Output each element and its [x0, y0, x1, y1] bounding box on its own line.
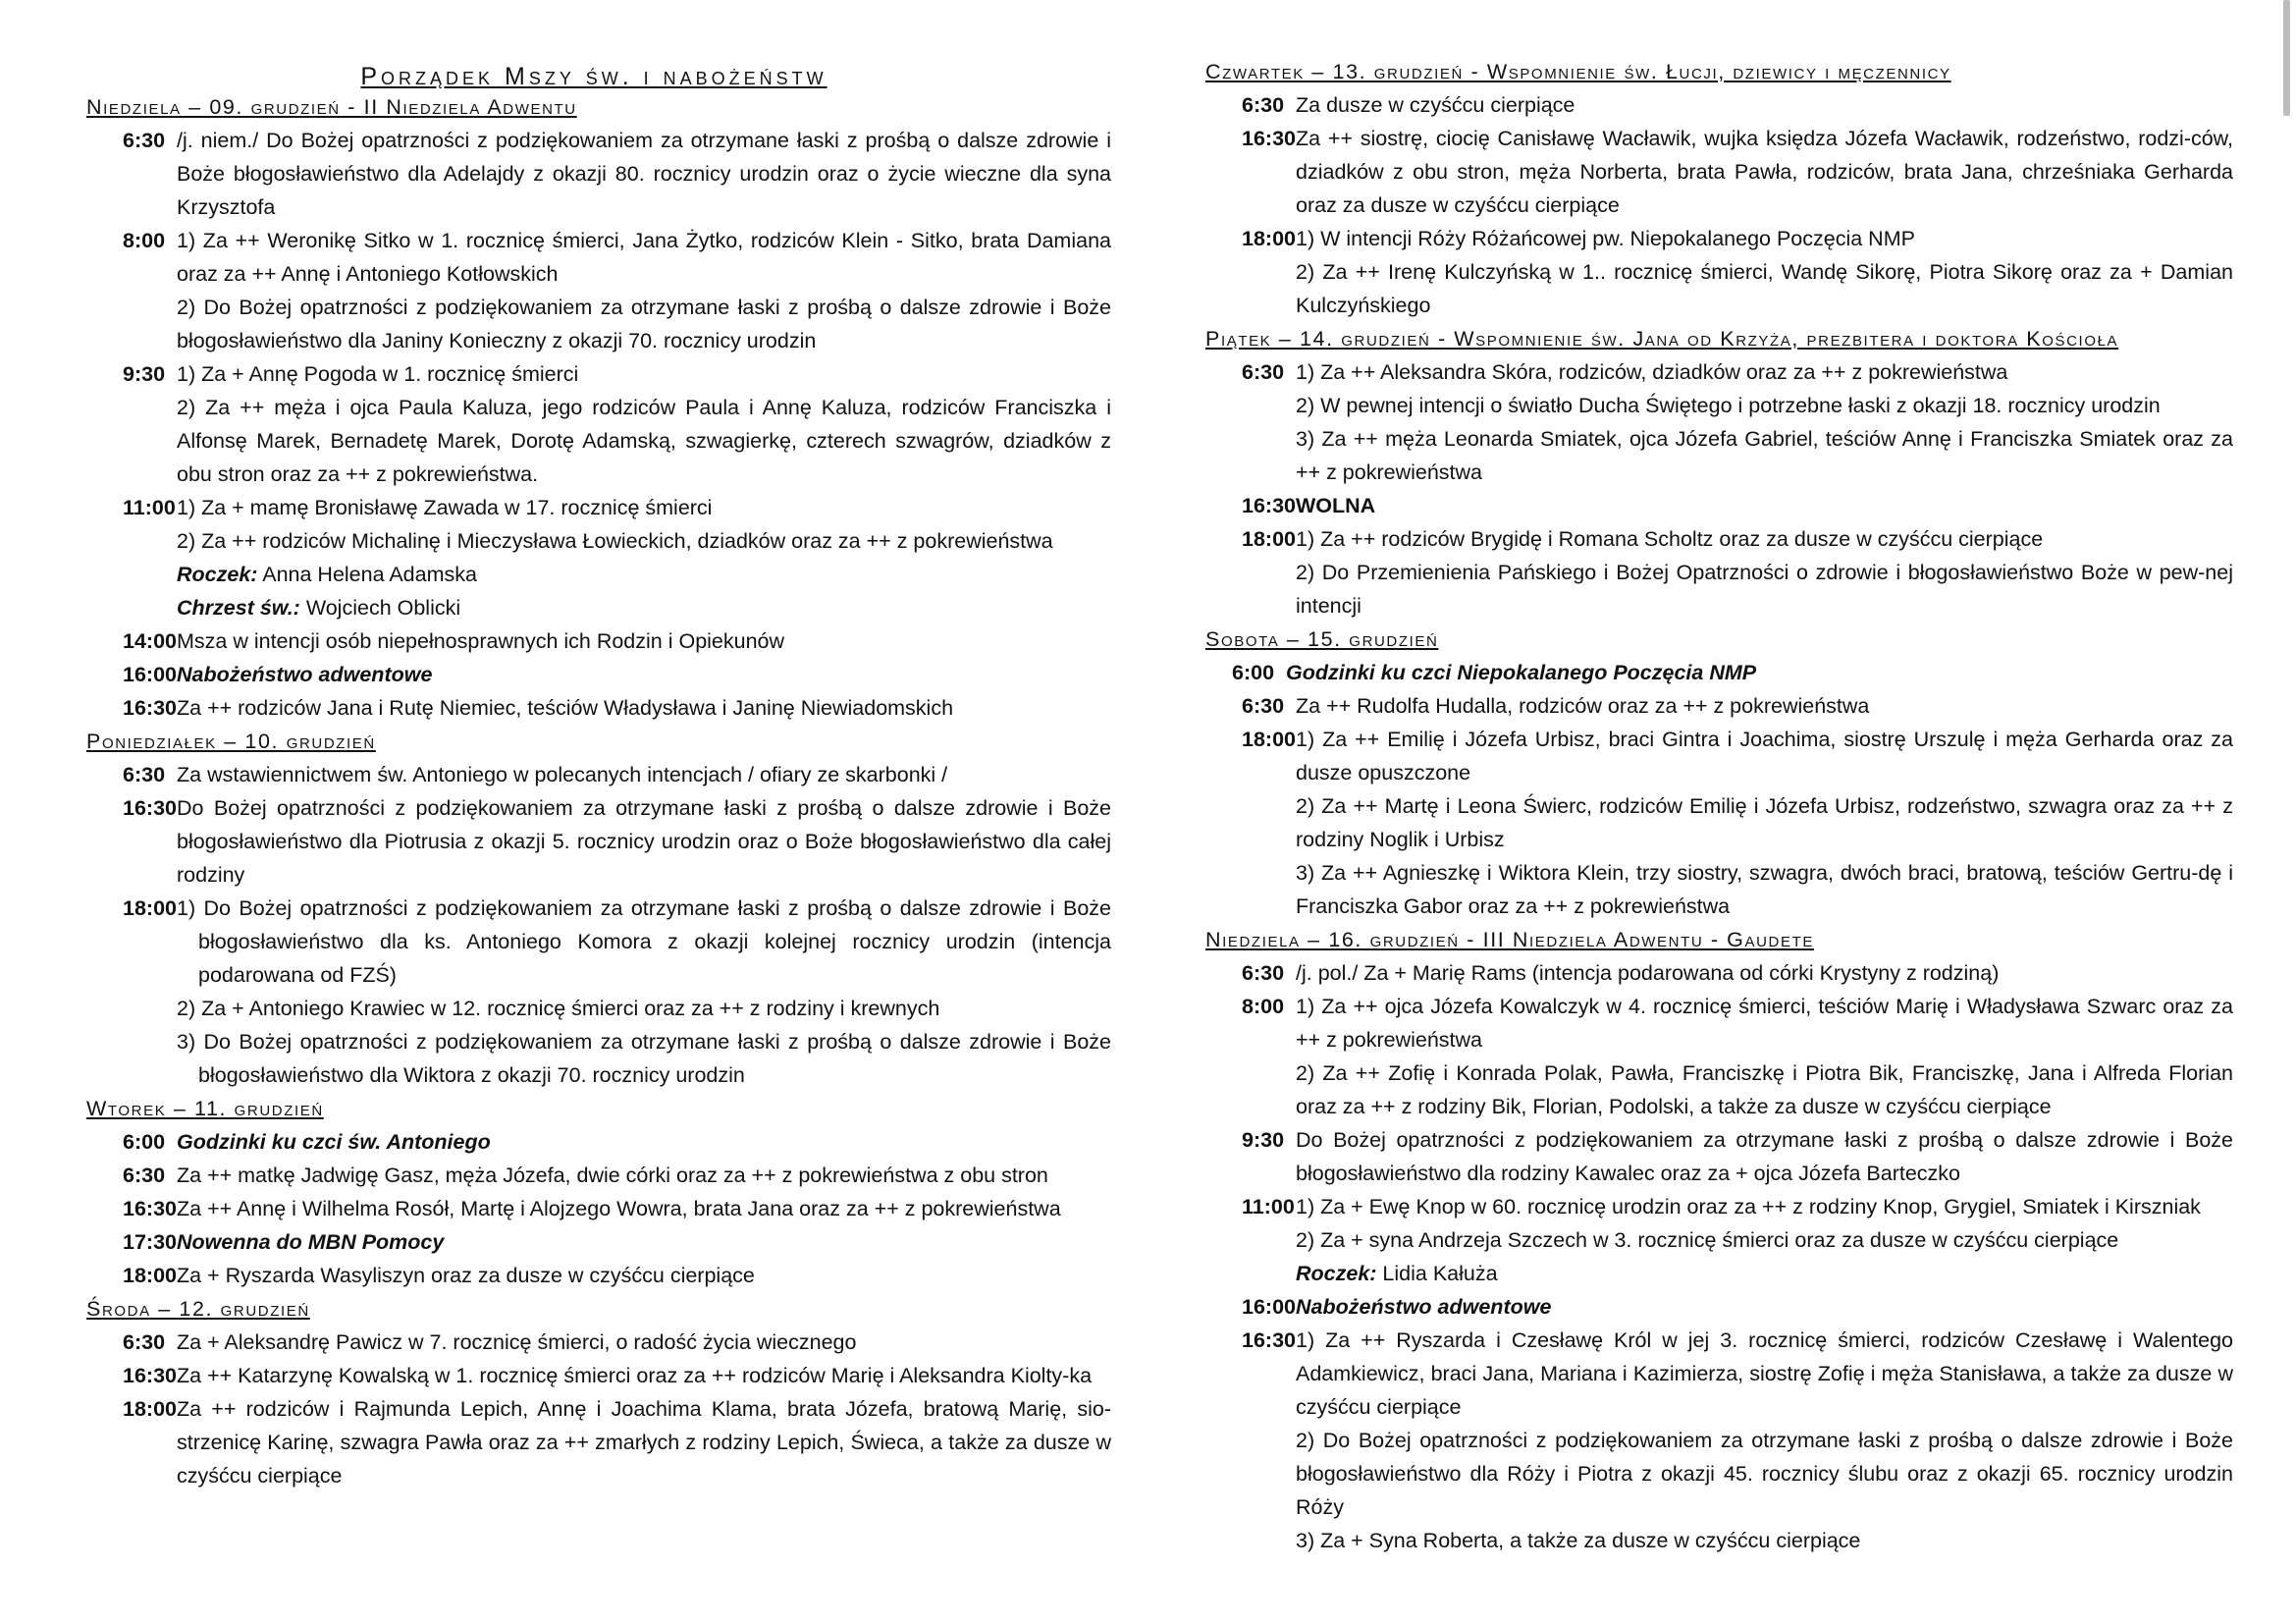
- intention-item: 2) Do Bożej opatrzności z podziękowaniem za otrzymane łaski z prośbą o dalsze zdrowie i Boże błogosławieństwo dla Janiny Konieczny z okazji 70. rocznicy urodzin: [177, 296, 1111, 352]
- intention-content: [1296, 88, 2233, 122]
- day-heading: Czwartek – 13. grudzień - Wspomnienie św. Łucji, dziewicy i męczennicy: [1205, 60, 1951, 83]
- intention-item: Do Bożej opatrzności z podziękowaniem za otrzymane łaski z prośbą o dalsze zdrowie i Boże błogosławieństwo dla Piotrusia z okazji 5. rocznicy urodzin oraz o Boże błogosławieństwo dla całej rodziny: [177, 796, 1111, 887]
- mass-time-label: 9:30: [123, 362, 166, 386]
- service-name: Nabożeństwo adwentowe: [177, 663, 433, 686]
- mass-time-label: 16:30: [123, 696, 177, 720]
- intention-item: Za wstawiennictwem św. Antoniego w polecanych intencjach / ofiary ze skarbonki /: [177, 763, 948, 786]
- mass-time: [86, 791, 177, 892]
- mass-time: [1205, 689, 1296, 723]
- mass-time-label: 6:00: [123, 1130, 166, 1154]
- schedule-entry: [1205, 222, 2233, 322]
- intention-content: [177, 1259, 1111, 1292]
- intention-content: [177, 224, 1111, 357]
- intention-content: [177, 691, 1111, 725]
- mass-time: [1196, 656, 1286, 689]
- service-name: Nabożeństwo adwentowe: [1296, 1295, 1552, 1319]
- intention-item: Do Bożej opatrzności z podziękowaniem za otrzymane łaski z prośbą o dalsze zdrowie i Boże błogosławieństwo dla rodziny Kawalec oraz za + ojca Józefa Barteczko: [1296, 1128, 2233, 1185]
- info-value: Wojciech Oblicki: [299, 596, 461, 620]
- mass-time-label: 6:30: [123, 763, 166, 786]
- intention-item: 3) Za ++ męża Leonarda Smiatek, ojca Józefa Gabriel, teściów Annę i Franciszka Smiatek oraz za ++ z pokrewieństwa: [1296, 427, 2233, 484]
- intention-content: [1296, 1190, 2233, 1290]
- intention-item: Za ++ Annę i Wilhelma Rosół, Martę i Alojzego Wowra, brata Jana oraz za ++ z pokrewieństwa: [177, 1197, 1061, 1220]
- mass-time-label: 16:00: [1242, 1295, 1296, 1319]
- schedule-entry: [86, 1392, 1111, 1492]
- schedule-entry: [86, 758, 1111, 791]
- intention-item: 1) Za + mamę Bronisławę Zawada w 17. rocznicę śmierci: [177, 496, 713, 519]
- intention-content: [177, 624, 1111, 658]
- schedule-entry: [1205, 723, 2233, 923]
- day-heading: Niedziela – 09. grudzień - II Niedziela Adwentu: [86, 95, 577, 119]
- schedule-entry: [1205, 88, 2233, 122]
- service-name: Godzinki ku czci Niepokalanego Poczęcia NMP: [1286, 661, 1757, 684]
- mass-time: [86, 1359, 177, 1392]
- mass-time-label: 8:00: [1242, 995, 1285, 1018]
- schedule-entry: [1205, 1324, 2233, 1557]
- intention-content: [1296, 222, 2233, 322]
- schedule-entry: [86, 224, 1111, 357]
- mass-time: [1205, 956, 1296, 990]
- intention-item: Za ++ Katarzynę Kowalską w 1. rocznicę śmierci oraz za ++ rodziców Marię i Aleksandra Kiolty-ka: [177, 1364, 1093, 1387]
- info-value: Lidia Kałuża: [1376, 1262, 1498, 1285]
- schedule-entry: [86, 124, 1111, 224]
- mass-time-label: 16:30: [123, 1197, 177, 1220]
- intention-content: [177, 491, 1111, 624]
- intention-content: [1296, 489, 2233, 522]
- right-column: [1205, 55, 2233, 1557]
- intention-content: [1296, 1324, 2233, 1557]
- intention-item: /j. niem./ Do Bożej opatrzności z podziękowaniem za otrzymane łaski z prośbą o dalsze zdrowie i Boże błogosławieństwo dla Adelajdy z okazji 80. rocznicy urodzin oraz o życie wieczne dla syna Krzysztofa: [177, 129, 1111, 219]
- intention-content: [177, 1359, 1111, 1392]
- intention-item: Za + Ryszarda Wasyliszyn oraz za dusze w czyśćcu cierpiące: [177, 1264, 755, 1287]
- intention-content: [177, 1225, 1111, 1259]
- mass-time-label: 6:30: [123, 129, 166, 152]
- service-name: Godzinki ku czci św. Antoniego: [177, 1130, 491, 1154]
- intention-item: Za dusze w czyśćcu cierpiące: [1296, 93, 1575, 117]
- mass-time-label: 16:30: [123, 1364, 177, 1387]
- intention-item: Za + Aleksandrę Pawicz w 7. rocznicę śmierci, o radość życia wiecznego: [177, 1330, 857, 1354]
- mass-time: [1205, 1123, 1296, 1190]
- info-line: [1296, 1257, 2233, 1290]
- schedule-entry: [86, 624, 1111, 658]
- day-heading: Niedziela – 16. grudzień - III Niedziela Adwentu - Gaudete: [1205, 928, 1814, 951]
- mass-time: [86, 624, 177, 658]
- intention-content: [177, 791, 1111, 892]
- service-name: Nowenna do MBN Pomocy: [177, 1230, 445, 1254]
- mass-time-label: 9:30: [1242, 1128, 1285, 1152]
- mass-time-label: 6:30: [1242, 360, 1285, 384]
- intention-item: 1) Za + Ewę Knop w 60. rocznicę urodzin oraz za ++ z rodziny Knop, Grygiel, Smiatek i Kirszniak: [1296, 1195, 2201, 1218]
- mass-time-label: 14:00: [123, 629, 177, 653]
- schedule-entry: [1205, 355, 2233, 489]
- intention-item: 2) W pewnej intencji o światło Ducha Świętego i potrzebne łaski z okazji 18. rocznicy urodzin: [1296, 394, 2161, 417]
- mass-time: [86, 124, 177, 224]
- info-line: [177, 558, 1111, 591]
- mass-time-label: 16:00: [123, 663, 177, 686]
- intention-content: [177, 124, 1111, 224]
- right-day-list: [1205, 55, 2233, 1557]
- intention-item: 2) Do Bożej opatrzności z podziękowaniem za otrzymane łaski z prośbą o dalsze zdrowie i Boże błogosławieństwo dla Róży i Piotra z okazji 45. rocznicy ślubu oraz z okazji 65. rocznicy urodzin Róży: [1296, 1429, 2233, 1519]
- intention-item: 2) Za ++ rodziców Michalinę i Mieczysława Łowieckich, dziadków oraz za ++ z pokrewieństwa: [177, 529, 1053, 553]
- mass-time: [1205, 1190, 1296, 1290]
- mass-time-label: 16:30: [123, 796, 177, 820]
- schedule-entry: [86, 892, 1111, 1092]
- intention-item: 1) Za ++ Ryszarda i Czesławę Król w jej 3. rocznicę śmierci, rodziców Czesławę i Walentego Adamkiewicz, braci Jana, Mariana i Kazimierza, siostrę Zofię i męża Stanisława, a także za dusze w czyśćcu cierpiące: [1296, 1328, 2233, 1419]
- mass-time-label: 18:00: [123, 896, 177, 920]
- mass-time: [1205, 355, 1296, 489]
- mass-time-label: 17:30: [123, 1230, 177, 1254]
- intention-item: 1) Za ++ Aleksandra Skóra, rodziców, dziadków oraz za ++ z pokrewieństwa: [1296, 360, 2008, 384]
- intention-content: [177, 1326, 1111, 1359]
- mass-time-label: 6:30: [123, 1164, 166, 1187]
- intention-content: [1296, 689, 2233, 723]
- intention-content: [1296, 355, 2233, 489]
- info-label: Chrzest św.:: [177, 596, 300, 620]
- schedule-entry: [86, 1159, 1111, 1192]
- left-day-list: [86, 90, 1111, 1492]
- schedule-entry: [1205, 1190, 2233, 1290]
- schedule-entry: [86, 791, 1111, 892]
- mass-time-label: 16:30: [1242, 127, 1296, 150]
- mass-time: [1205, 723, 1296, 923]
- mass-time: [86, 491, 177, 624]
- intention-item: /j. pol./ Za + Marię Rams (intencja podarowana od córki Krystyny z rodziną): [1296, 961, 2000, 985]
- intention-item: 3) Za ++ Agnieszkę i Wiktora Klein, trzy siostry, szwagra, dwóch braci, bratową, teściów Gertru-dę i Franciszka Gabor oraz za ++ z pokrewieństwa: [1296, 861, 2233, 918]
- intention-item: 1) Do Bożej opatrzności z podziękowaniem za otrzymane łaski z prośbą o dalsze zdrowie i Boże błogosławieństwo dla ks. Antoniego Komora z okazji kolejnej rocznicy urodzin (intencja podarowana od FZŚ): [177, 896, 1111, 987]
- schedule-entry: [86, 1326, 1111, 1359]
- intention-item: 2) Do Przemienienia Pańskiego i Bożej Opatrzności o zdrowie i błogosławieństwo Boże w pew-nej intencji: [1296, 561, 2233, 618]
- left-column: [86, 51, 1111, 1492]
- intention-item: 2) Za + Antoniego Krawiec w 12. rocznicę śmierci oraz za ++ z rodziny i krewnych: [177, 997, 940, 1020]
- day-heading: Wtorek – 11. grudzień: [86, 1097, 324, 1120]
- mass-time-label: 18:00: [123, 1264, 177, 1287]
- page-title: Porządek Mszy św. i nabożeństw: [360, 63, 828, 90]
- intention-content: [1296, 1290, 2233, 1324]
- schedule-entry: [1205, 956, 2233, 990]
- mass-time: [86, 1326, 177, 1359]
- schedule-entry: [1205, 689, 2233, 723]
- intention-item: 1) Za ++ rodziców Brygidę i Romana Scholtz oraz za dusze w czyśćcu cierpiące: [1296, 527, 2044, 551]
- intention-content: [1296, 723, 2233, 923]
- intention-item: Za ++ siostrę, ciocię Canisławę Wacławik, wujka księdza Józefa Wacławik, rodzeństwo, rodzi-ców, dziadków z obu stron, męża Norberta, brata Pawła, rodziców, brata Jana, chrześniaka Gerharda oraz za dusze w czyśćcu cierpiące: [1296, 127, 2233, 217]
- mass-time: [86, 1392, 177, 1492]
- mass-time: [86, 758, 177, 791]
- mass-time-label: 16:30: [1242, 1328, 1296, 1352]
- mass-time-label: 6:00: [1232, 661, 1275, 684]
- schedule-entry: [86, 658, 1111, 691]
- schedule-entry: [1205, 522, 2233, 623]
- mass-time-label: 18:00: [1242, 728, 1296, 751]
- intention-item: Za ++ Rudolfa Hudalla, rodziców oraz za ++ z pokrewieństwa: [1296, 694, 1870, 718]
- scrollbar[interactable]: [2283, 0, 2290, 116]
- mass-time-label: 6:30: [1242, 93, 1285, 117]
- intention-item: 2) Za + syna Andrzeja Szczech w 3. rocznicę śmierci oraz za dusze w czyśćcu cierpiące: [1296, 1228, 2119, 1252]
- intention-item: Za ++ rodziców i Rajmunda Lepich, Annę i Joachima Klama, brata Józefa, bratową Marię, sio-strzenicę Karinę, szwagra Pawła oraz za ++ zmarłych z rodziny Lepich, Świeca, a także za dusze w czyśćcu cierpiące: [177, 1397, 1111, 1488]
- intention-content: [1296, 522, 2233, 623]
- mass-time: [1205, 990, 1296, 1123]
- schedule-entry: [1205, 990, 2233, 1123]
- schedule-entry: [86, 1192, 1111, 1225]
- intention-item: 1) Za ++ ojca Józefa Kowalczyk w 4. rocznicę śmierci, teściów Marię i Władysława Szwarc oraz za ++ z pokrewieństwa: [1296, 995, 2233, 1052]
- intention-item: 3) Za + Syna Roberta, a także za dusze w czyśćcu cierpiące: [1296, 1529, 1861, 1552]
- intention-item: 1) Za + Annę Pogoda w 1. rocznicę śmierci: [177, 362, 579, 386]
- intention-item: 2) Za ++ Zofię i Konrada Polak, Pawła, Franciszkę i Piotra Bik, Franciszkę, Jana i Alfreda Florian oraz za ++ z rodziny Bik, Florian, Podolski, a także za dusze w czyśćcu cierpiące: [1296, 1061, 2233, 1118]
- mass-time-label: 11:00: [1242, 1195, 1295, 1218]
- intention-content: [177, 1392, 1111, 1492]
- mass-time: [86, 691, 177, 725]
- mass-time: [86, 1192, 177, 1225]
- schedule-entry: [1196, 656, 2233, 689]
- mass-time: [86, 892, 177, 1092]
- mass-time-label: 18:00: [1242, 227, 1296, 250]
- intention-content: [1286, 656, 2233, 689]
- mass-time: [1205, 1324, 1296, 1557]
- intention-content: [1296, 1123, 2233, 1190]
- schedule-entry: [86, 1359, 1111, 1392]
- intention-content: [1296, 122, 2233, 222]
- schedule-entry: [86, 1225, 1111, 1259]
- intention-content: [177, 658, 1111, 691]
- intention-item: Msza w intencji osób niepełnosprawnych ich Rodzin i Opiekunów: [177, 629, 785, 653]
- mass-time-label: 18:00: [123, 1397, 177, 1421]
- day-heading: Piątek – 14. grudzień - Wspomnienie św. Jana od Krzyża, prezbitera i doktora Kościoła: [1205, 327, 2119, 351]
- intention-item: 2) Za ++ Irenę Kulczyńską w 1.. rocznicę śmierci, Wandę Sikorę, Piotra Sikorę oraz za + Damian Kulczyńskiego: [1296, 260, 2233, 317]
- mass-time: [1205, 88, 1296, 122]
- schedule-entry: [86, 491, 1111, 624]
- intention-content: [177, 357, 1111, 491]
- day-heading: Poniedziałek – 10. grudzień: [86, 730, 376, 753]
- intention-item: 1) W intencji Róży Różańcowej pw. Niepokalanego Poczęcia NMP: [1296, 227, 1915, 250]
- mass-time: [86, 1159, 177, 1192]
- schedule-entry: [86, 691, 1111, 725]
- intention-item: 2) Za ++ męża i ojca Paula Kaluza, jego rodziców Paula i Annę Kaluza, rodziców Franciszka i Alfonsę Marek, Bernadetę Marek, Dorotę Adamską, szwagierkę, czterech szwagrów, dziadków z obu stron oraz za ++ z pokrewieństwa.: [177, 396, 1111, 486]
- schedule-entry: [86, 1259, 1111, 1292]
- mass-time: [86, 357, 177, 491]
- mass-time: [1205, 522, 1296, 623]
- intention-content: [1296, 990, 2233, 1123]
- mass-time-label: 6:30: [1242, 694, 1285, 718]
- info-label: Roczek:: [1296, 1262, 1377, 1285]
- intention-item: Za ++ rodziców Jana i Rutę Niemiec, teściów Władysława i Janinę Niewiadomskich: [177, 696, 954, 720]
- mass-time-label: 6:30: [123, 1330, 166, 1354]
- mass-time: [1205, 489, 1296, 522]
- schedule-entry: [86, 357, 1111, 491]
- intention-content: [177, 1192, 1111, 1225]
- mass-time: [86, 1125, 177, 1159]
- mass-time-label: 16:30: [1242, 494, 1296, 517]
- intention-content: [177, 892, 1111, 1092]
- day-heading: Środa – 12. grudzień: [86, 1297, 310, 1321]
- mass-time-label: 11:00: [123, 496, 176, 519]
- info-value: Anna Helena Adamska: [257, 563, 477, 586]
- intention-content: [177, 758, 1111, 791]
- mass-time: [86, 224, 177, 357]
- intention-item: 1) Za ++ Emilię i Józefa Urbisz, braci Gintra i Joachima, siostrę Urszulę i męża Gerharda oraz za dusze opuszczone: [1296, 728, 2233, 785]
- info-line: [177, 591, 1111, 624]
- mass-time: [86, 1225, 177, 1259]
- mass-time-label: 8:00: [123, 229, 166, 252]
- intention-content: [1296, 956, 2233, 990]
- intention-content: [177, 1125, 1111, 1159]
- schedule-entry: [1205, 1290, 2233, 1324]
- intention-item: 2) Za ++ Martę i Leona Świerc, rodziców Emilię i Józefa Urbisz, rodzeństwo, szwagra oraz za ++ z rodziny Noglik i Urbisz: [1296, 794, 2233, 851]
- intention-item: 3) Do Bożej opatrzności z podziękowaniem za otrzymane łaski z prośbą o dalsze zdrowie i Boże błogosławieństwo dla Wiktora z okazji 70. rocznicy urodzin: [177, 1030, 1111, 1087]
- mass-time: [86, 658, 177, 691]
- schedule-entry: [86, 1125, 1111, 1159]
- mass-time: [1205, 122, 1296, 222]
- mass-time: [1205, 1290, 1296, 1324]
- mass-time-label: 6:30: [1242, 961, 1285, 985]
- mass-time: [86, 1259, 177, 1292]
- info-label: Roczek:: [177, 563, 258, 586]
- intention-item: 1) Za ++ Weronikę Sitko w 1. rocznicę śmierci, Jana Żytko, rodziców Klein - Sitko, brata Damiana oraz za ++ Annę i Antoniego Kotłowskich: [177, 229, 1111, 286]
- mass-time-label: 18:00: [1242, 527, 1296, 551]
- schedule-entry: [1205, 1123, 2233, 1190]
- intention-item: Za ++ matkę Jadwigę Gasz, męża Józefa, dwie córki oraz za ++ z pokrewieństwa z obu stron: [177, 1164, 1048, 1187]
- intention-content: [177, 1159, 1111, 1192]
- mass-time: [1205, 222, 1296, 322]
- status-label: WOLNA: [1296, 494, 1376, 517]
- schedule-entry: [1205, 122, 2233, 222]
- schedule-entry: [1205, 489, 2233, 522]
- day-heading: Sobota – 15. grudzień: [1205, 627, 1439, 651]
